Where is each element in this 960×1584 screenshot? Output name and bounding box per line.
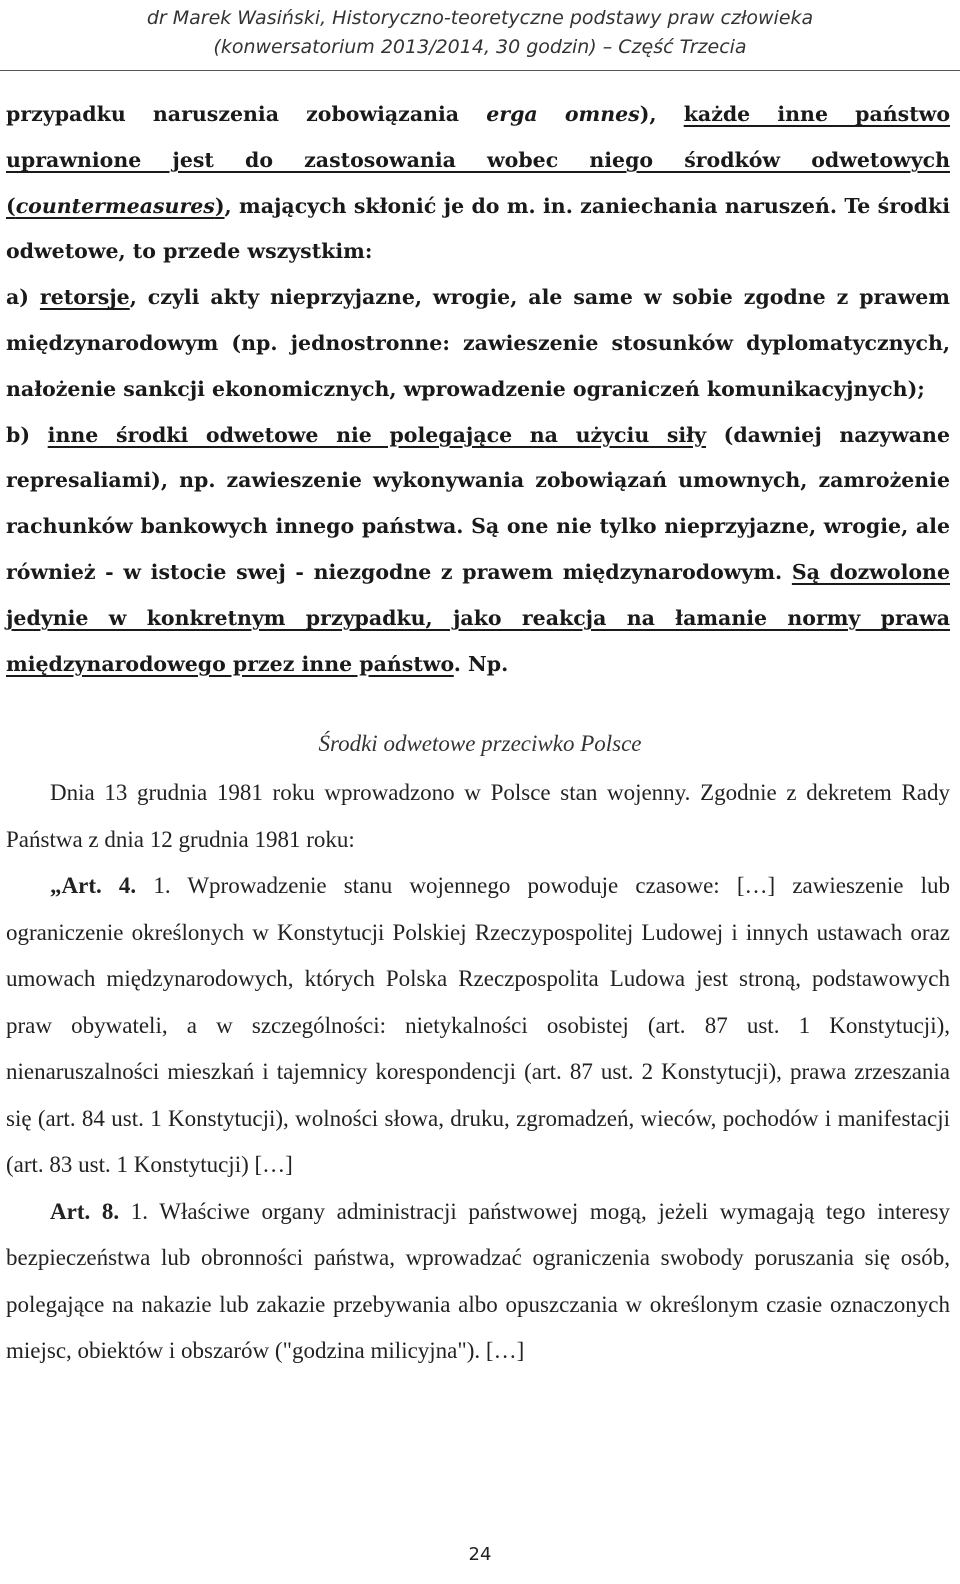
- article-text: 1. Wprowadzenie stanu wojennego powoduje czasowe: […] zawieszenie lub ograniczenie określonych w Konstytucji Polskiej Rzeczypospolitej Ludowej i innych ustawach oraz umowach międzynarodowych, których Polska Rzeczpospolita Ludowa jest stroną, podstawowych praw obywateli, a w szczególności: nietykalności osobistej (art. 87 ust. 1 Konstytucji), nienaruszalności mieszkań i tajemnicy korespondencji (art. 87 ust. 2 Konstytucji), prawa zrzeszania się (art. 84 ust. 1 Konstytucji), wolności słowa, druku, zgromadzeń, wieców, pochodów i manifestacji (art. 83 ust. 1 Konstytucji) […]: [6, 873, 950, 1177]
- underlined-phrase: ): [214, 193, 225, 218]
- list-marker: a): [6, 285, 40, 310]
- underlined-phrase: inne środki odwetowe nie polegające na użyciu siły: [47, 422, 706, 447]
- countermeasures-term: countermeasures: [15, 193, 215, 218]
- underlined-phrase: każde inne państwo uprawnione jest do zastosowania wobec niego środków odwetowych (: [6, 102, 950, 218]
- list-marker: b): [6, 422, 48, 447]
- intro-paragraph: Dnia 13 grudnia 1981 roku wprowadzono w Polsce stan wojenny. Zgodnie z dekretem Rady Państwa z dnia 12 grudnia 1981 roku:: [6, 780, 950, 852]
- text-run: ),: [639, 102, 684, 126]
- underlined-phrase: Są dozwolone jedynie w konkretnym przypadku, jako reakcja na łamanie normy prawa międzynarodowego przez inne państwo: [6, 559, 950, 676]
- section-heading: Środki odwetowe przeciwko Polsce: [318, 731, 642, 756]
- martial-law-section: [6, 770, 950, 1375]
- header-line-1: dr Marek Wasiński, Historyczno-teoretyczne podstawy praw człowieka: [146, 7, 814, 29]
- header-divider: [0, 70, 960, 71]
- art-8-paragraph: [6, 1189, 950, 1375]
- paragraph-intro: [6, 92, 950, 275]
- article-label: „Art. 4.: [50, 873, 137, 898]
- erga-omnes-term: erga omnes: [486, 102, 640, 126]
- page-number: 24: [468, 1544, 492, 1565]
- text-run: , czyli akty nieprzyjazne, wrogie, ale same w sobie zgodne z prawem międzynarodowym (np. jednostronne: zawieszenie stosunków dyplomatycznych, nałożenie sankcji ekonomicznych, wprowadzenie ograniczeń komunikacyjnych);: [6, 285, 950, 401]
- text-run: przypadku naruszenia zobowiązania: [6, 102, 487, 126]
- list-item-b: [6, 413, 950, 688]
- text-run: , mających skłonić je do m. in. zaniechania naruszeń. Te środki odwetowe, to przede wszystkim:: [6, 193, 950, 264]
- text-run: . Np.: [453, 651, 509, 676]
- article-text: 1. Właściwe organy administracji państwowej mogą, jeżeli wymagają tego interesy bezpieczeństwa lub obronności państwa, wprowadzać ograniczenia swobody poruszania się osób, polegające na nakazie lub zakazie przebywania albo opuszczania w określonym czasie oznaczonych miejsc, obiektów i obszarów ("godzina milicyjna"). […]: [6, 1198, 950, 1363]
- text-run: (dawniej nazywane represaliami), np. zawieszenie wykonywania zobowiązań umownych, zamrożenie rachunków bankowych innego państwa. Są one nie tylko nieprzyjazne, wrogie, ale również - w istocie swej - niezgodne z prawem międzynarodowym.: [6, 422, 950, 584]
- article-label: Art. 8.: [50, 1198, 120, 1224]
- art-4-paragraph: [6, 863, 950, 1189]
- retorsje-term: retorsje: [39, 285, 130, 310]
- countermeasures-paragraph: [6, 92, 950, 687]
- list-item-a: [6, 275, 950, 412]
- header-line-2: (konwersatorium 2013/2014, 30 godzin) – Część Trzecia: [213, 36, 747, 58]
- page-header: [0, 4, 960, 62]
